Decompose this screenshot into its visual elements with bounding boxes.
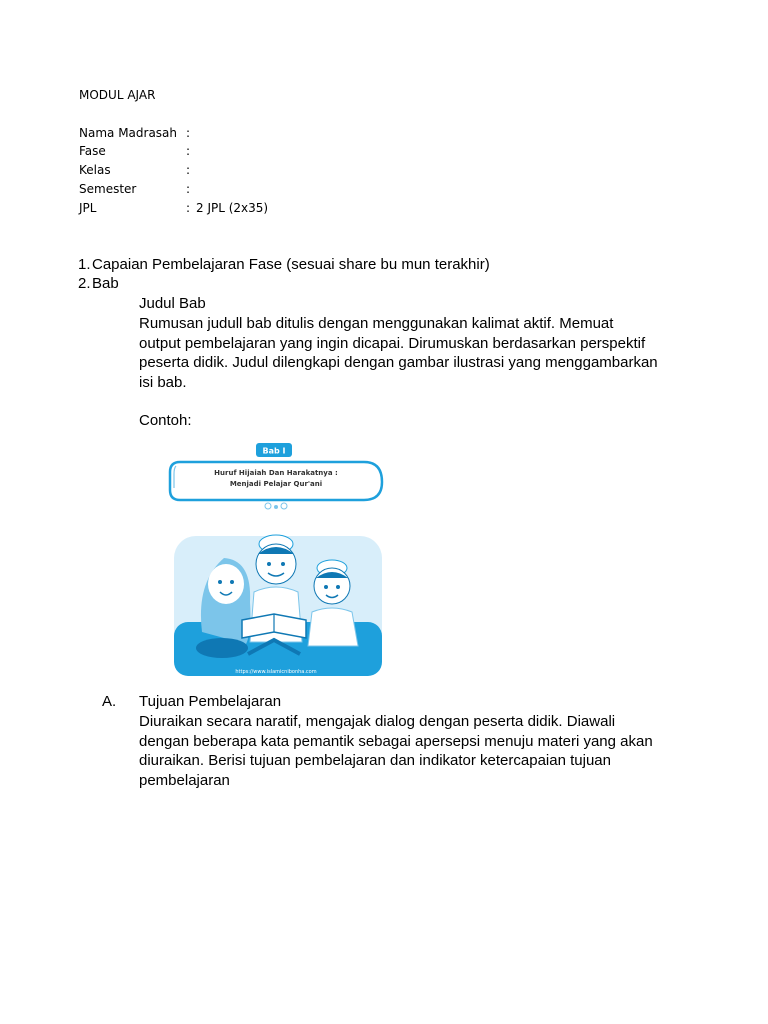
section-a-description — [139, 712, 699, 790]
illustration-title-line2: Menjadi Pelajar Qur'ani — [229, 480, 323, 488]
ornament-icon — [265, 503, 287, 509]
text-line: isi bab. — [139, 373, 187, 391]
meta-colon: : — [186, 126, 191, 140]
meta-colon: : — [186, 201, 191, 215]
section-letter: A. — [102, 693, 117, 710]
list-item-bab: Bab — [92, 275, 119, 292]
meta-label: Semester — [79, 182, 137, 196]
section-a-heading: Tujuan Pembelajaran — [139, 693, 282, 710]
illustration-svg — [162, 432, 410, 690]
meta-colon: : — [186, 163, 191, 177]
meta-label: Fase — [79, 144, 106, 158]
bab-heading: Judul Bab — [139, 295, 206, 312]
chapter-illustration — [162, 432, 410, 690]
meta-value: 2 JPL (2x35) — [196, 201, 269, 215]
meta-label: Kelas — [79, 163, 111, 177]
meta-label: Nama Madrasah — [79, 126, 178, 140]
text-line: pembelajaran — [139, 771, 230, 789]
list-number: 1. — [78, 256, 91, 273]
meta-colon: : — [186, 144, 191, 158]
text-line: diuraikan. Berisi tujuan pembelajaran dan indikator ketercapaian tujuan — [139, 752, 611, 769]
bab-label: Bab I — [262, 446, 286, 456]
text-line: dengan beberapa kata pemantik sebagai apersepsi menuju materi yang akan — [139, 732, 653, 750]
text-line: peserta didik. Judul dilengkapi dengan gambar ilustrasi yang menggambarkan — [139, 354, 658, 371]
bab-description — [139, 314, 699, 392]
text-line: output pembelajaran yang ingin dicapai. Dirumuskan berdasarkan perspektif — [139, 334, 646, 352]
document-title: MODUL AJAR — [79, 88, 156, 102]
illustration-title-line1: Huruf Hijaiah Dan Harakatnya : — [214, 469, 338, 477]
list-item-capaian: Capaian Pembelajaran Fase (sesuai share bu mun terakhir) — [92, 256, 490, 273]
meta-colon: : — [186, 182, 191, 196]
text-line: Diuraikan secara naratif, mengajak dialog dengan peserta didik. Diawali — [139, 713, 616, 730]
meta-label: JPL — [79, 201, 97, 215]
illustration-credit: https://www.islamicnibonha.com — [235, 669, 317, 675]
contoh-label: Contoh: — [139, 412, 192, 429]
list-number: 2. — [78, 275, 91, 292]
text-line: Rumusan judull bab ditulis dengan menggunakan kalimat aktif. Memuat — [139, 315, 614, 332]
